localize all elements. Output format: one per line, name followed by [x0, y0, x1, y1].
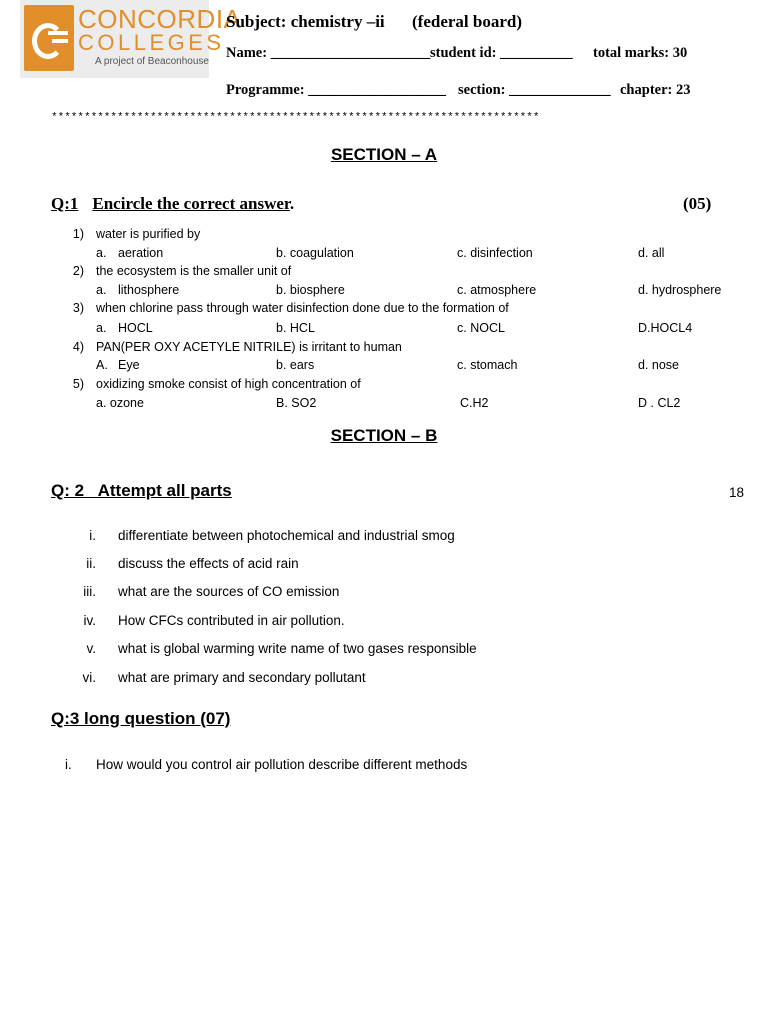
mcq-option: D.HOCL4 [638, 321, 693, 335]
section-a-title: SECTION – A [330, 145, 438, 164]
mcq-option: b. HCL [276, 321, 315, 335]
part-text: How CFCs contributed in air pollution. [118, 613, 345, 628]
q2-heading: Q: 2 Attempt all parts [51, 481, 232, 500]
mcq-option-letter: a. [96, 283, 107, 297]
part-text: differentiate between photochemical and industrial smog [118, 528, 455, 543]
part-number: iii. [83, 584, 96, 599]
mcq-option-letter: A. [96, 358, 108, 372]
mcq-number: 4) [72, 340, 84, 354]
part-number: i. [89, 528, 96, 543]
part-number: vi. [82, 670, 96, 685]
mcq-option: Eye [118, 358, 140, 372]
logo-emblem-icon [24, 5, 74, 71]
mcq-option: d. nose [638, 358, 680, 372]
mcq-option: aeration [118, 246, 164, 260]
part-text: what are primary and secondary pollutant [118, 670, 366, 685]
board-label: (federal board) [412, 12, 523, 31]
q1-heading [51, 194, 294, 214]
mcq-option: a. ozone [96, 396, 144, 410]
mcq-option: c. disinfection [457, 246, 533, 260]
section-b-title: SECTION – B [330, 426, 438, 445]
q1-text: Encircle the correct answer [92, 194, 290, 213]
college-logo [20, 0, 242, 78]
mcq-option: B. SO2 [276, 396, 317, 410]
mcq-option-letter: a. [96, 246, 107, 260]
mcq-option: D . CL2 [638, 396, 681, 410]
mcq-option: c. NOCL [457, 321, 505, 335]
part-number: iv. [83, 613, 96, 628]
mcq-option: b. ears [276, 358, 315, 372]
mcq-option: lithosphere [118, 283, 180, 297]
q2-marks: 18 [729, 485, 745, 500]
part-text: discuss the effects of acid rain [118, 556, 299, 571]
mcq-number: 2) [72, 264, 84, 278]
mcq-number: 3) [72, 301, 84, 315]
mcq-number: 1) [72, 227, 84, 241]
student-id-field: student id: __________ [430, 45, 573, 61]
mcq-option: c. stomach [457, 358, 518, 372]
long-question-text: How would you control air pollution describe different methods [96, 757, 468, 772]
mcq-question: when chlorine pass through water disinfection done due to the formation of [96, 301, 509, 315]
q1-marks: (05) [683, 194, 712, 213]
mcq-option: C.H2 [460, 396, 489, 410]
mcq-number: 5) [72, 377, 84, 391]
q1-label: Q:1 [51, 194, 79, 213]
q1-period: . [289, 194, 295, 213]
long-question-number: i. [65, 757, 72, 772]
name-field: Name: ______________________ [226, 45, 431, 61]
q3-heading: Q:3 long question (07) [51, 709, 231, 728]
mcq-option: d. hydrosphere [638, 283, 722, 297]
mcq-question: PAN(PER OXY ACETYLE NITRILE) is irritant to human [96, 340, 402, 354]
part-text: what are the sources of CO emission [118, 584, 340, 599]
header-divider: ************************************************************************** [51, 112, 540, 124]
mcq-option: b. biosphere [276, 283, 345, 297]
part-number: v. [86, 641, 96, 656]
mcq-option: b. coagulation [276, 246, 354, 260]
part-number: ii. [86, 556, 96, 571]
programme-field: Programme: ___________________ [226, 82, 447, 98]
mcq-option: HOCL [118, 321, 153, 335]
logo-text-line1: CONCORDIA [78, 4, 242, 34]
mcq-option: c. atmosphere [457, 283, 537, 297]
mcq-question: oxidizing smoke consist of high concentration of [96, 377, 361, 391]
mcq-option: d. all [638, 246, 665, 260]
mcq-question: water is purified by [96, 227, 201, 241]
total-marks: total marks: 30 [593, 45, 688, 61]
part-text: what is global warming write name of two gases responsible [118, 641, 477, 656]
subject-label: Subject: chemistry –ii [226, 12, 385, 31]
logo-text-line2: COLLEGES [78, 30, 225, 55]
logo-subtitle: A project of Beaconhouse [95, 56, 209, 67]
chapter-label: chapter: 23 [620, 82, 691, 98]
mcq-option-letter: a. [96, 321, 107, 335]
mcq-question: the ecosystem is the smaller unit of [96, 264, 292, 278]
section-field: section: ______________ [458, 82, 611, 98]
